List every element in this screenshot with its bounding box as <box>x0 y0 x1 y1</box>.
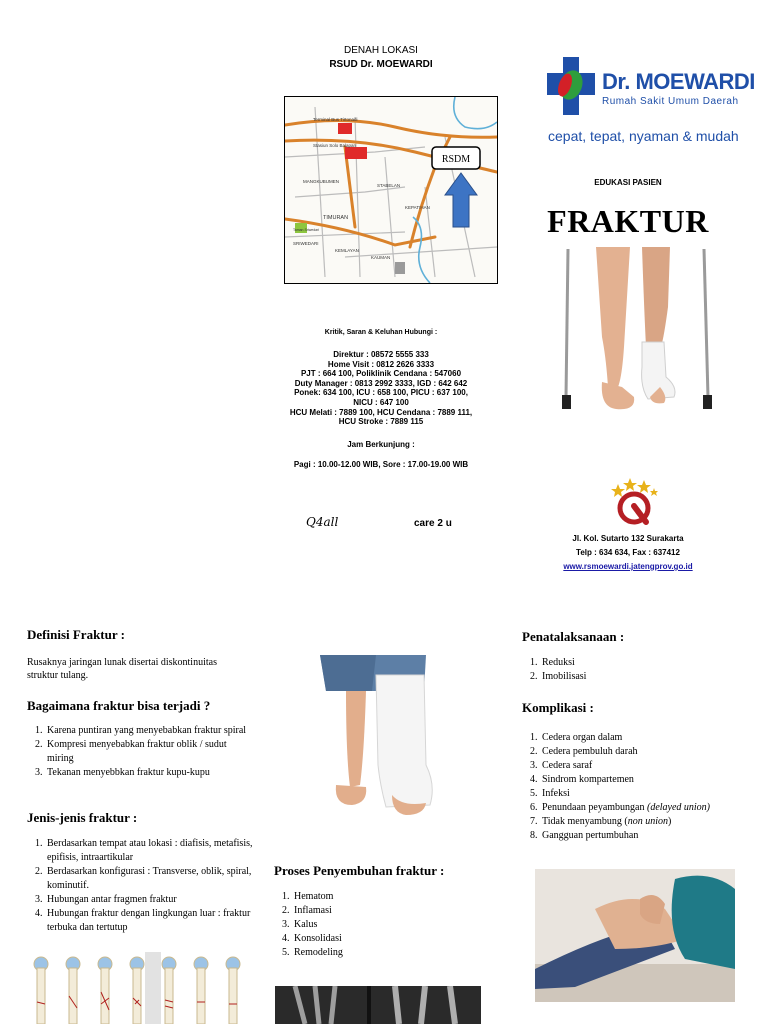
types-list <box>27 837 255 935</box>
hospital-phone: Telp : 634 634, Fax : 637412 <box>576 548 680 557</box>
map-label-stasiun: Stasiun Solo Balapan <box>313 143 357 148</box>
map-label-stabelan: STABELAN <box>377 183 401 188</box>
map-label-kemlayan: KEMLAYAN <box>335 248 359 253</box>
complications-heading: Komplikasi : <box>522 700 594 715</box>
bone-icon <box>130 957 144 1024</box>
hospital-website-link[interactable]: www.rsmoewardi.jatengprov.go.id <box>563 562 693 571</box>
cast-leg-photo <box>306 655 454 823</box>
bone-icon <box>66 957 80 1024</box>
hospital-subname: Rumah Sakit Umum Daerah <box>602 96 739 107</box>
list-item: 1. Berdasarkan tempat atau lokasi : diafisis, metafisis, epifisis, intraartikular <box>45 837 255 865</box>
list-item-italic: non union <box>627 816 669 827</box>
map-subtitle: RSUD Dr. MOEWARDI <box>329 59 433 70</box>
list-item: 1. Cedera organ dalam <box>540 731 755 745</box>
rsdm-label: RSDM <box>441 154 471 165</box>
list-item: 4. Konsolidasi <box>292 932 492 946</box>
terminal-marker <box>338 123 352 134</box>
list-item-text: Tidak menyambung ( <box>542 816 628 827</box>
healing-heading: Proses Penyembuhan fraktur : <box>274 863 445 878</box>
contact-heading: Kritik, Saran & Keluhan Hubungi : <box>324 329 438 336</box>
list-item: 2. Cedera pembuluh darah <box>540 745 755 759</box>
how-heading: Bagaimana fraktur bisa terjadi ? <box>27 698 211 713</box>
list-item <box>540 801 755 815</box>
bone-icon <box>34 957 48 1024</box>
map-label-timuran: TIMURAN <box>323 215 349 221</box>
quality-badge <box>604 476 660 528</box>
q4all-logo: Q4all <box>306 515 339 529</box>
visiting-heading: Jam Berkunjung : <box>347 440 415 449</box>
list-item-italic: (delayed union) <box>646 802 711 813</box>
list-item: 3. Hubungan antar fragmen fraktur <box>45 893 255 907</box>
therapy-photo <box>535 869 735 1002</box>
xray-images <box>275 986 481 1024</box>
contact-line: Duty Manager : 0813 2992 3333, IGD : 642 642 <box>294 378 468 388</box>
map-label-taman: Taman Sriwedari <box>293 228 320 232</box>
list-item: 1. Karena puntiran yang menyebabkan fraktur spiral <box>45 724 250 738</box>
contact-block <box>276 350 486 427</box>
complications-list <box>522 731 755 843</box>
station-marker <box>345 147 367 159</box>
list-item: 3. Tekanan menyebbkan fraktur kupu-kupu <box>45 766 250 780</box>
list-item: 3. Kalus <box>292 918 492 932</box>
list-item-text: ) <box>668 816 672 827</box>
list-item: 3. Cedera saraf <box>540 759 755 773</box>
hospital-name: Dr. MOEWARDI <box>602 69 755 94</box>
contact-line: Home Visit : 0812 2626 3333 <box>327 359 435 369</box>
map-label-terminal: Terminal Bus Tirtonadi <box>313 117 358 122</box>
bone-icon <box>98 957 112 1024</box>
map-title: DENAH LOKASI <box>344 45 418 56</box>
list-item: 2. Kompresi menyebabkan fraktur oblik / sudut miring <box>45 738 250 766</box>
healing-list <box>274 890 492 960</box>
list-item: 2. Imobilisasi <box>540 670 750 684</box>
list-item-text: Penundaan peyambungan <box>542 802 647 813</box>
types-heading: Jenis-jenis fraktur : <box>27 810 138 825</box>
list-item: 1. Reduksi <box>540 656 750 670</box>
visiting-hours: Pagi : 10.00-12.00 WIB, Sore : 17.00-19.00 WIB <box>293 460 469 469</box>
contact-line: HCU Melati : 7889 100, HCU Cendana : 7889 111, <box>289 407 473 417</box>
edu-label: EDUKASI PASIEN <box>594 178 662 187</box>
bone-icon <box>226 957 240 1024</box>
list-item: 8. Gangguan pertumbuhan <box>540 829 755 843</box>
bones-illustration <box>27 952 249 1024</box>
list-item: 5. Remodeling <box>292 946 492 960</box>
list-item: 4. Hubungan fraktur dengan lingkungan luar : fraktur terbuka dan tertutup <box>45 907 255 935</box>
map-label-mangkubumen: MANGKUBUMEN <box>303 179 340 184</box>
list-item: 5. Infeksi <box>540 787 755 801</box>
hospital-logo <box>545 55 755 120</box>
map-label-kauman: KAUMAN <box>371 255 391 260</box>
contact-line: Direktur : 08572 5555 333 <box>333 350 429 359</box>
bone-icon <box>162 957 176 1024</box>
care-2u-text: care 2 u <box>414 518 452 529</box>
hospital-cross-icon <box>545 55 597 117</box>
bone-icon <box>194 957 208 1024</box>
location-map <box>284 96 498 284</box>
list-item: 1. Hematom <box>292 890 492 904</box>
contact-line: Ponek: 634 100, ICU : 658 100, PICU : 637 100, <box>294 388 468 398</box>
list-item: 4. Sindrom kompartemen <box>540 773 755 787</box>
main-title: FRAKTUR <box>547 203 709 239</box>
hospital-tagline: cepat, tepat, nyaman & mudah <box>548 128 739 144</box>
hospital-address: Jl. Kol. Sutarto 132 Surakarta <box>572 534 684 543</box>
list-item <box>540 815 755 829</box>
definition-heading: Definisi Fraktur : <box>27 627 125 642</box>
list-item: 2. Berdasarkan konfigurasi : Transverse, oblik, spiral, kominutif. <box>45 865 255 893</box>
contact-line: HCU Stroke : 7889 115 <box>338 417 424 427</box>
map-label-kepatihan: KEPATIHAN <box>405 205 430 210</box>
list-item: 2. Inflamasi <box>292 904 492 918</box>
crutches-photo <box>556 247 716 417</box>
management-heading: Penatalaksanaan : <box>522 629 625 644</box>
arrow-up-icon <box>445 173 477 227</box>
map-label-sriwedari: SRIWEDARI <box>293 241 319 246</box>
definition-text: Rusaknya jaringan lunak disertai diskontinuitas struktur tulang. <box>27 657 217 681</box>
contact-line: PJT : 664 100, Poliklinik Cendana : 547060 <box>300 369 462 379</box>
how-list <box>27 724 250 780</box>
contact-line: NICU : 647 100 <box>353 397 409 407</box>
management-list <box>522 656 750 684</box>
